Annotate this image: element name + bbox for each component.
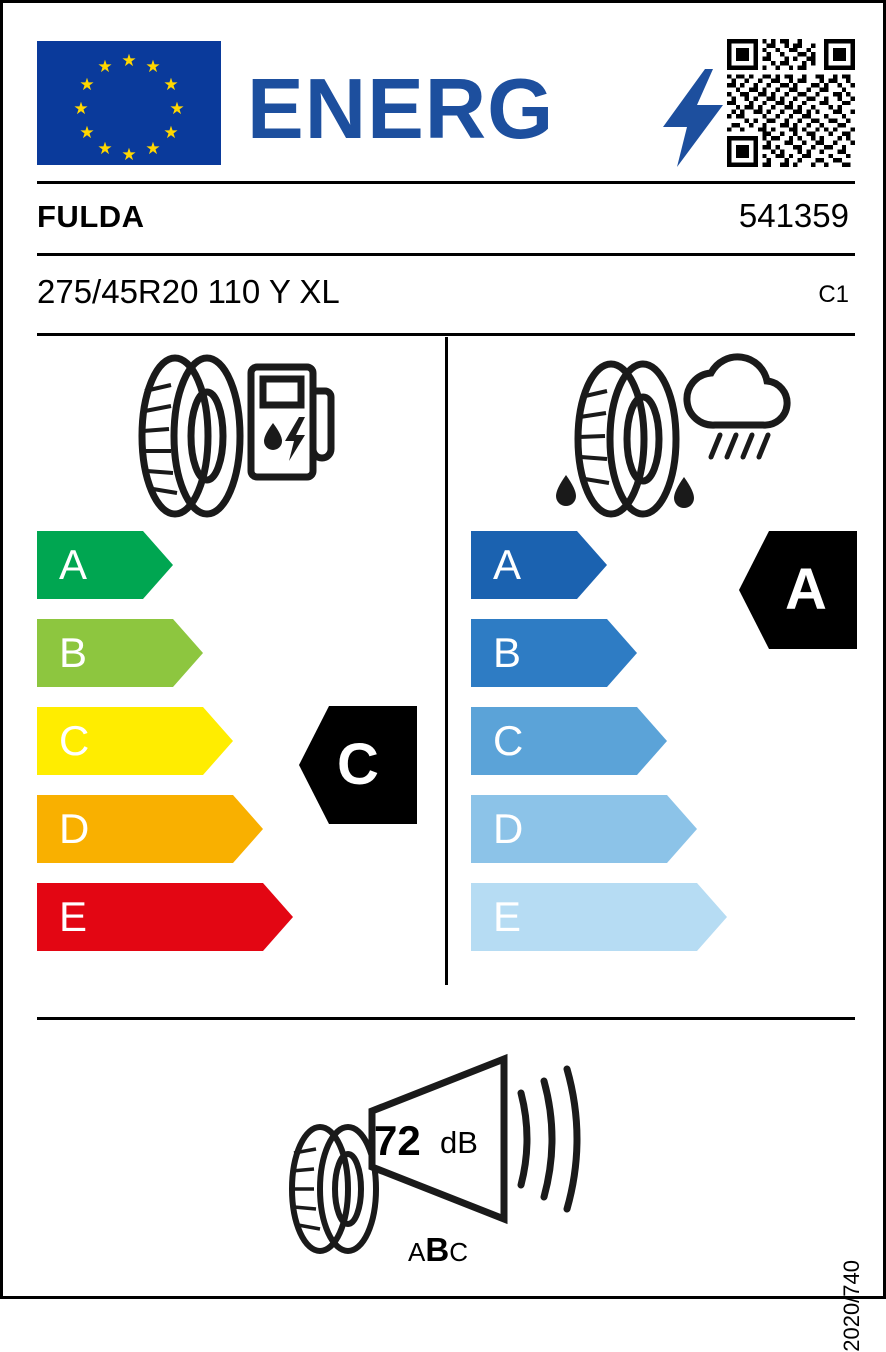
wet-grade-d xyxy=(471,795,523,863)
page-title: ENERG xyxy=(247,62,555,157)
divider-top xyxy=(37,181,855,184)
regulation-reference: 2020/740 xyxy=(839,1260,864,1352)
tyre-class: C1 xyxy=(818,281,849,308)
noise-class-b: B xyxy=(425,1231,450,1268)
eu-flag-icon xyxy=(37,41,221,165)
lightning-bolt-icon xyxy=(663,69,723,167)
wet-grade-e xyxy=(471,883,523,951)
tyre-fuel-pump-icon xyxy=(123,351,333,521)
divider-vertical xyxy=(445,337,448,985)
label-code: 541359 xyxy=(738,197,849,234)
fuel-grade-c xyxy=(37,707,89,775)
fuel-efficiency-scale xyxy=(37,531,89,971)
wet-grade-a xyxy=(471,531,523,599)
tyre-rain-cloud-icon xyxy=(548,351,798,521)
noise-value: 72 xyxy=(374,1117,421,1164)
noise-class-scale xyxy=(408,1231,468,1269)
wet-rating-letter: A xyxy=(785,557,827,622)
grade-letter: B xyxy=(493,629,522,676)
wet-grip-scale xyxy=(471,531,523,971)
wet-rating-badge xyxy=(739,531,857,649)
fuel-rating-badge xyxy=(299,706,417,824)
grade-letter: D xyxy=(59,805,90,852)
divider-brand xyxy=(37,253,855,256)
fuel-grade-a xyxy=(37,531,89,599)
arrow-shape xyxy=(471,531,607,599)
grade-letter: E xyxy=(59,893,88,940)
brand-name: FULDA xyxy=(37,199,145,234)
wet-grade-b xyxy=(471,619,523,687)
noise-class-c: C xyxy=(449,1237,468,1267)
eu-stars: ★ ★ ★ ★ ★ ★ ★ ★ ★ ★ ★ ★ xyxy=(73,51,185,164)
fuel-grade-b xyxy=(37,619,89,687)
grade-letter: A xyxy=(59,541,88,588)
grade-letter: C xyxy=(493,717,524,764)
divider-noise xyxy=(37,1017,855,1020)
qr-code-icon xyxy=(727,39,855,167)
arrow-shape xyxy=(37,531,173,599)
grade-letter: A xyxy=(493,541,522,588)
label-header xyxy=(37,33,855,173)
grade-letter: C xyxy=(59,717,90,764)
fuel-grade-e xyxy=(37,883,89,951)
grade-letter: B xyxy=(59,629,88,676)
fuel-grade-d xyxy=(37,795,89,863)
wet-grade-c xyxy=(471,707,523,775)
grade-letter: D xyxy=(493,805,524,852)
divider-size xyxy=(37,333,855,336)
noise-class-a: A xyxy=(408,1237,426,1267)
tyre-size: 275/45R20 110 Y XL xyxy=(37,273,340,310)
noise-unit: dB xyxy=(440,1125,478,1160)
noise-section xyxy=(278,1049,608,1269)
grade-letter: E xyxy=(493,893,522,940)
fuel-rating-letter: C xyxy=(337,732,379,797)
